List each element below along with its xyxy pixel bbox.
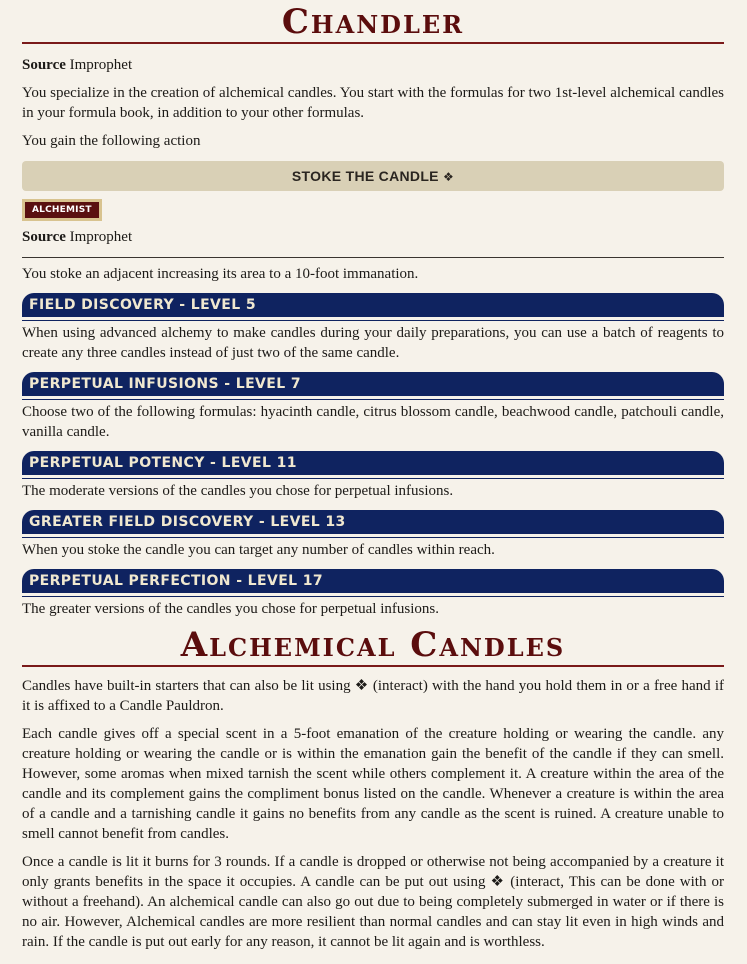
action-description: You stoke an adjacent increasing its area to a 10-foot immanation.: [22, 266, 419, 282]
candles-paragraph-1: Candles have built-in starters that can also be lit using ❖ (interact) with the hand you hold them in or a free hand if it is affixed to a Candle Pauldron.: [22, 678, 724, 714]
feature-heading: PERPETUAL INFUSIONS - LEVEL 7: [22, 372, 724, 396]
feature-heading: PERPETUAL POTENCY - LEVEL 11: [22, 451, 724, 475]
source-value: Improphet: [69, 57, 133, 73]
feature-heading: GREATER FIELD DISCOVERY - LEVEL 13: [22, 510, 724, 534]
action-source-value: Improphet: [69, 229, 133, 245]
feature-heading: PERPETUAL PERFECTION - LEVEL 17: [22, 569, 724, 593]
page-title: Chandler: [22, 0, 724, 44]
section-title: Alchemical Candles: [22, 623, 724, 667]
page-content: [22, 0, 724, 952]
feature-text: When using advanced alchemy to make candles during your daily preparations, you can use a batch of reagents to create any three candles instead of just two of the same candle.: [22, 325, 724, 361]
candles-paragraph-3: Once a candle is lit it burns for 3 rounds. If a candle is dropped or otherwise not being accompanied by a creature it only grants benefits in the space it occupies. A candle can be put out using ❖ (interact, This can be done with or without a freehand). An alchemical candle can also go out due to being completely submerged in water or if there is no air. However, Alchemical candles are more resilient than normal candles and can stay lit even in high winds and rain. If the candle is put out early for any reason, it cannot be lit again and is worthless.: [22, 854, 724, 950]
candles-paragraph-2: Each candle gives off a special scent in a 5-foot emanation of the creature holding or wearing the candle. any creature holding or wearing the candle or is within the emanation gain the benefit of the candle if they can smell. However, some aromas when mixed tarnish the scent while others complement it. A creature within the area of the candle and its complement gains the compliment bonus listed on the candle. Whenever a creature is within the area of a candle and a tarnishing candle it gains no benefits from any candle as the scent is ruined. A creature unable to smell cannot benefit from candles.: [22, 726, 724, 842]
feature-text: When you stoke the candle you can target any number of candles within reach.: [22, 542, 495, 558]
trait-badge: ALCHEMIST: [22, 199, 102, 221]
feature-text: The moderate versions of the candles you chose for perpetual infusions.: [22, 483, 454, 499]
divider: [22, 257, 724, 258]
action-name: STOKE THE CANDLE: [291, 168, 439, 184]
feature-heading: FIELD DISCOVERY - LEVEL 5: [22, 293, 724, 317]
action-source-label: Source: [22, 229, 66, 245]
gain-action-text: You gain the following action: [22, 133, 201, 149]
feature-text: Choose two of the following formulas: hyacinth candle, citrus blossom candle, beachwood candle, patchouli candle, vanilla candle.: [22, 404, 724, 440]
feature-text: The greater versions of the candles you chose for perpetual infusions.: [22, 601, 439, 617]
source-label: Source: [22, 57, 66, 73]
action-header: [22, 161, 724, 191]
action-source-line: [22, 227, 724, 247]
action-icon: ❖: [443, 170, 455, 184]
intro-paragraph: You specialize in the creation of alchemical candles. You start with the formulas for two 1st-level alchemical candles in your formula book, in addition to your other formulas.: [22, 85, 724, 121]
source-line: [22, 55, 724, 75]
